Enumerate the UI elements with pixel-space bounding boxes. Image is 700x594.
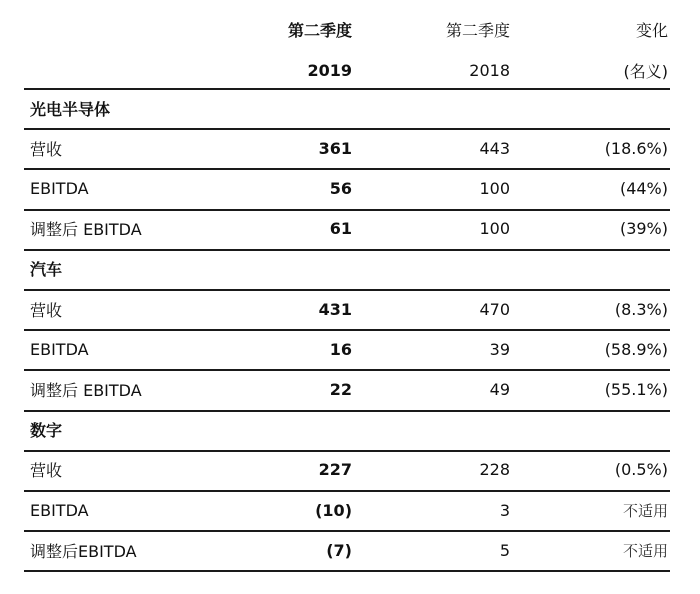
table-row [0,329,700,367]
table-row [0,450,700,488]
value-change: (58.9%) [604,339,668,359]
value-2019: 22 [329,379,352,399]
value-change: (44%) [619,178,668,198]
value-2019: 361 [318,138,352,158]
value-change: (8.3%) [614,299,668,319]
table-row [0,369,700,407]
value-2019: (7) [326,540,352,560]
table-bottom-rule [24,570,670,572]
value-change: (39%) [619,219,668,239]
value-2018: 49 [489,379,510,399]
row-label: EBITDA [30,500,89,520]
value-2019: 227 [318,460,352,480]
table-row [0,209,700,247]
value-2019: 56 [329,178,352,198]
value-2018: 3 [499,500,510,520]
value-2018: 100 [479,219,510,239]
table-row [0,168,700,206]
row-separator [24,249,670,251]
value-change: (0.5%) [614,460,668,480]
header-row-period [0,14,700,44]
row-label: 营收 [30,300,63,320]
value-2019: (10) [315,500,352,520]
row-separator [24,410,670,412]
row-label: EBITDA [30,339,89,359]
section-header-row [0,249,700,287]
row-label: 营收 [30,139,63,159]
value-change: 不适用 [622,501,668,520]
row-label: 营收 [30,461,63,481]
row-label: 调整后EBITDA [30,541,137,561]
value-2019: 61 [329,219,352,239]
header-change-nominal: (名义) [623,61,668,81]
header-2018-period: 第二季度 [445,20,510,40]
section-header-row [0,410,700,448]
value-2019: 431 [318,299,352,319]
table-row [0,490,700,528]
value-change: (18.6%) [604,138,668,158]
header-2018-year: 2018 [469,60,510,80]
value-2018: 5 [499,540,510,560]
header-2019-year: 2019 [307,60,352,80]
section-title: 数字 [30,421,63,441]
row-separator [24,88,670,90]
row-label: 调整后 EBITDA [30,380,142,400]
value-2019: 16 [329,339,352,359]
header-row-year [0,55,700,85]
table-row [0,289,700,327]
value-2018: 228 [479,460,510,480]
section-header-row [0,88,700,126]
row-label: 调整后 EBITDA [30,220,142,240]
value-2018: 443 [479,138,510,158]
value-change: 不适用 [622,541,668,560]
value-change: (55.1%) [604,379,668,399]
header-2019-period: 第二季度 [287,20,352,40]
value-2018: 470 [479,299,510,319]
section-title: 汽车 [30,260,63,280]
value-2018: 100 [479,178,510,198]
table-row [0,128,700,166]
section-title: 光电半导体 [30,99,111,119]
header-change: 变化 [635,20,668,40]
row-label: EBITDA [30,178,89,198]
table-row [0,530,700,568]
value-2018: 39 [489,339,510,359]
